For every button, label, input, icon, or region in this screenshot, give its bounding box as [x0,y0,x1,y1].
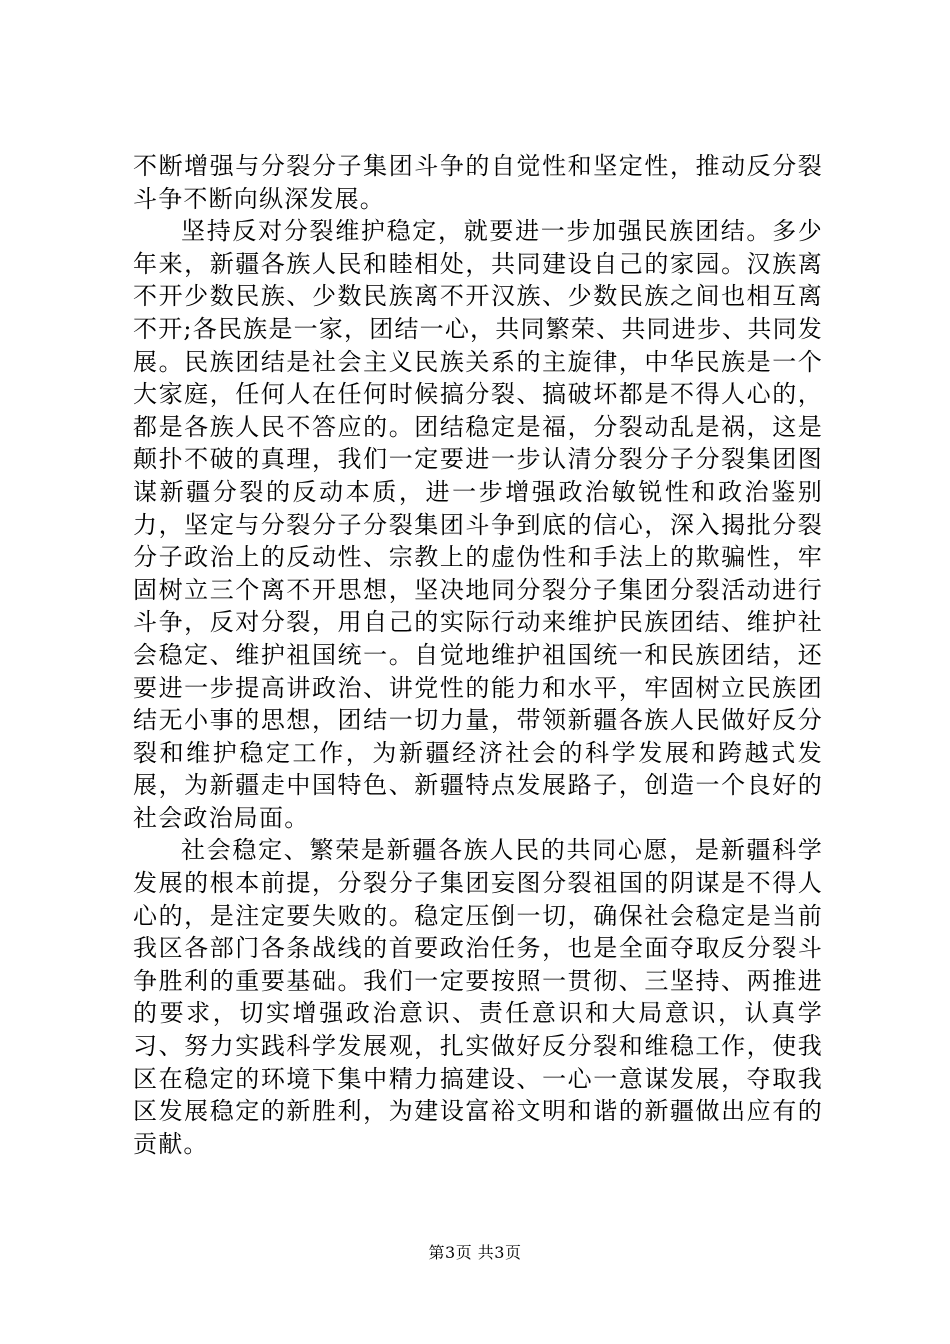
paragraph-social-stability: 社会稳定、繁荣是新疆各族人民的共同心愿，是新疆科学发展的根本前提，分裂分子集团妄图分裂祖国的阴谋是不得人心的，是注定要失败的。稳定压倒一切，确保社会稳定是当前我区各部门各条战线的首要政治任务，也是全面夺取反分裂斗争胜利的重要基础。我们一定要按照一贯彻、三坚持、两推进的要求，切实增强政治意识、责任意识和大局意识，认真学习、努力实践科学发展观，扎实做好反分裂和维稳工作，使我区在稳定的环境下集中精力搞建设、一心一意谋发展，夺取我区发展稳定的新胜利，为建设富裕文明和谐的新疆做出应有的贡献。 [133,836,823,1158]
document-body [133,150,823,1160]
paragraph-ethnic-unity: 坚持反对分裂维护稳定，就要进一步加强民族团结。多少年来，新疆各族人民和睦相处，共同建设自己的家园。汉族离不开少数民族、少数民族离不开汉族、少数民族之间也相互离不开;各民族是一家，团结一心，共同繁荣、共同进步、共同发展。民族团结是社会主义民族关系的主旋律，中华民族是一个大家庭，任何人在任何时候搞分裂、搞破坏都是不得人心的，都是各族人民不答应的。团结稳定是福，分裂动乱是祸，这是颠扑不破的真理，我们一定要进一步认清分裂分子分裂集团图谋新疆分裂的反动本质，进一步增强政治敏锐性和政治鉴别力，坚定与分裂分子分裂集团斗争到底的信心，深入揭批分裂分子政治上的反动性、宗教上的虚伪性和手法上的欺骗性，牢固树立三个离不开思想，坚决地同分裂分子集团分裂活动进行斗争，反对分裂，用自己的实际行动来维护民族团结、维护社会稳定、维护祖国统一。自觉地维护祖国统一和民族团结，还要进一步提高讲政治、讲党性的能力和水平，牢固树立民族团结无小事的思想，团结一切力量，带领新疆各族人民做好反分裂和维护稳定工作，为新疆经济社会的科学发展和跨越式发展，为新疆走中国特色、新疆特点发展路子，创造一个良好的社会政治局面。 [133,217,823,832]
page-number-footer: 第3页 共3页 [428,1243,522,1262]
paragraph-continuation: 不断增强与分裂分子集团斗争的自觉性和坚定性，推动反分裂斗争不断向纵深发展。 [133,152,823,213]
